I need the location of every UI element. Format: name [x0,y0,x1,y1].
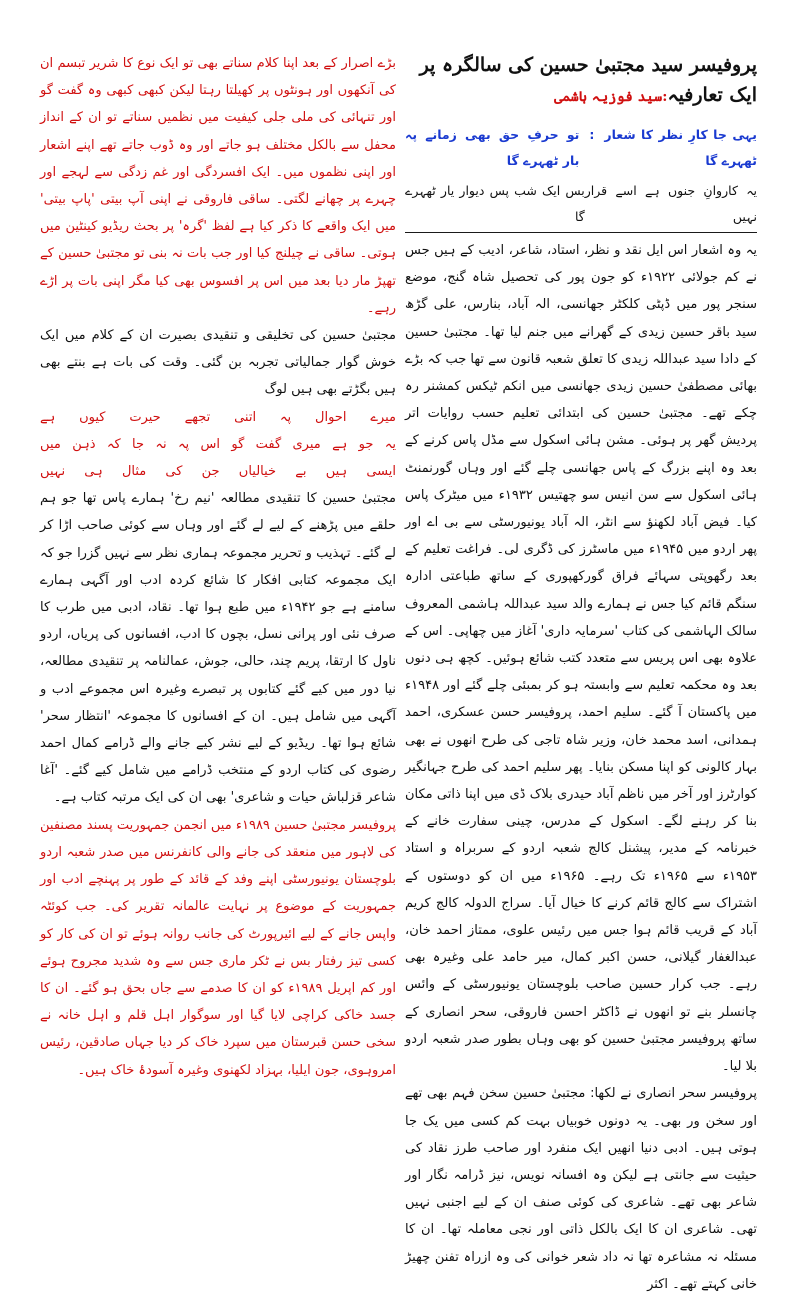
right-column [405,50,758,1292]
poem-word: اتنی [234,409,257,425]
poem-word: پہ [177,436,190,452]
verse-1-second-hemistich: تو حرفِ حق بھی زمانے پہ بار ٹھہرے گا [405,127,580,168]
verse-1-first-hemistich: یہی جا کارِ نظر کا شعار ٹھہرے گا [604,127,757,168]
poem-word: حیرت [129,409,161,425]
final-years-paragraph: پروفیسر مجتبیٰ حسین ۱۹۸۹ء میں انجمن جمہوریت پسند مصنفین کی لاہور میں منعقد کی جانے والی کانفرنس میں صدر شعبہ اردو بلوچستان یونیورسٹی اپنے وفد کے قائد کے طور پر پہنچے ادب اور جمہوریت کے موضوع پر نہایت عالمانہ تقریر کی۔ جب کوئٹہ واپس جانے کے لیے ائیرپورٹ کی جانب روانہ ہوئے تو ان کی کار کو کسی تیز رفتار بس نے ٹکر ماری جس سے وہ شدید مجروح ہوئے اور کم اپریل ۱۹۸۹ء کو ان کا صدمے سے جاں بحق ہو گئے۔ ان کا جسد خاکی کراچی لایا گیا اور سوگوار اہل قلم و اہل خانہ نے سخی حسن قبرستان میں سپرد خاک کر دیا جہاں صادقین، رئیس امروہوی، جون ایلیا، بہزاد لکھنوی وغیرہ آسودۂ خاک ہیں۔ [40,817,396,1078]
left-column [40,50,396,1080]
poem-word: جو [358,436,374,452]
poem-word: ہے [332,436,348,452]
poem-word: بے [295,464,307,480]
poem-word: جا [132,436,144,452]
opening-verse-1 [405,118,757,174]
poem-word: کی [165,464,183,480]
creative-insight-paragraph: مجتبیٰ حسین کی تخلیقی و تنقیدی بصیرت ان کے کلام میں ایک خوش گوار جمالیاتی تجربہ بن گئی۔ وقت کی بات ہے بنتے بھی ہیں بگڑتے بھی ہیں لوگ [40,328,396,398]
article-author: :سید فوزیہ ہاشمی [554,89,668,105]
poem-line-2 [40,431,396,458]
poem-word: ہے [40,409,56,425]
critical-works-paragraph: مجتبیٰ حسین کا تنقیدی مطالعہ 'نیم رخ' ہمارے پاس تھا جو ہم حلقے میں پڑھنے کے لیے لے گئے اور وہاں سے کوئی صاحب اڑا کر لے گئے۔ تہذیب و تحریر مجموعہ ہماری نظر سے نہیں گزرا جو کہ ایک مجموعہ کتابی افکار کا شائع کردہ ادب اور آگہی ہمارے سامنے ہے جو ۱۹۴۲ء میں طبع ہوا تھا۔ نقاد، ادبی میں طرب کا صرف نئی اور پرانی نسل، بچوں کا ادب، افسانوں کی پریاں، اردو ناول کا ارتقا، پریم چند، حالی، جوش، عمالنامہ پر تنقیدی مطالعہ، نیا دور میں کیے گئے کتابوں پر تبصرے وغیرہ اس مجموعے ادب و آگہی میں شامل ہیں۔ ان کے افسانوں کا مجموعہ 'انتظار سحر' شائع ہوا تھا۔ ریڈیو کے لیے نشر کیے جانے والے ڈرامے کمال احمد رضوی کی کتاب اردو کے منتخب ڈرامے میں شامل کیے گئے۔ 'آغا شاعر قزلباش حیات و شاعری' بھی ان کی ایک مرتبہ کتاب ہے۔ [40,491,396,806]
poem-line-1 [40,404,396,431]
verse-separator: : [589,127,595,142]
biography-paragraph: یہ وہ اشعار اس ایل نقد و نظر، استاد، شاعر، ادیب کے ہیں جس نے کم جولائی ۱۹۲۲ء کو جون پور کی تحصیل شاہ گنج، موضع سنجر پور میں ڈپٹی کلکٹر جھانسی، الہ آباد، بنارس، علی گڑھ سید باقر حسین زیدی کے گھرانے میں جنم لیا تھا۔ مجتبیٰ حسین کے دادا سید عبداللہ زیدی کا تعلق شعبہ قانون سے تھا جب کہ بڑے بھائی مصطفیٰ حسین زیدی جھانسی میں انکم ٹیکس کمشنر رہ چکے تھے۔ مجتبیٰ حسین کی ابتدائی تعلیم حسب روایات اتر پردیش گھر پر ہوئی۔ مشن ہائی اسکول سے مڈل پاس کرنے کے بعد وہ اپنے بزرگ کے پاس جھانسی چلے گئے اور وہاں گورنمنٹ ہائی اسکول سے سن انیس سو چھتیس ۱۹۳۲ء میں میٹرک پاس کیا۔ فیض آباد لکھنؤ سے انٹر، الہ آباد یونیورسٹی سے بی اے اور پھر اردو میں ۱۹۴۵ء میں ماسٹرز کی ڈگری لی۔ فراغت تعلیم کے بعد رگھوپتی سہائے فراق گورکھپوری کے ساتھ طباعتی ادارہ سنگم قائم کیا جس نے ہمارے والد سید عبداللہ ہاشمی المعروف سالک الہاشمی کی کتاب 'سرمایہ داری' آغاز میں چھاپی۔ اس کے علاوہ بھی اس پریس سے متعدد کتب شائع ہوئیں۔ کچھ ہی دنوں بعد وہ محکمہ تعلیم سے وابستہ ہو کر بمبئی چلے گئے اور ۱۹۴۸ء میں پاکستان آ گئے۔ سلیم احمد، پروفیسر حسن عسکری، احمد ہمدانی، اسد محمد خان، وزیر شاہ تاجی کی طرح انھوں نے بھی بہار کالونی کو اپنا مسکن بنایا۔ پھر سلیم احمد کی طرح جہانگیر کوارٹرز اور آخر میں ناظم آباد حیدری بلاک ڈی میں اپنا ذاتی مکان بنا کر رہنے لگے۔ اسکول کے مدرس، چینی سفارت خانے کے خبرنامہ کے مدیر، پیشنل کالج شعبہ اردو کے سربراہ و استاد ۱۹۵۳ء سے ۱۹۶۵ء تک رہے۔ ۱۹۶۵ء میں ان کو دوستوں کے اشتراک سے کالج قائم کرنے کا خیال آیا۔ سراج الدولہ کالج کریم آباد کے قریب قائم ہوا جس میں رئیس علوی، ممتاز احمد خان، عبدالغفار گیلانی، حسن اکبر کمال، میر حامد علی وغیرہ بھی رہے۔ جب کرار حسین صاحب بلوچستان یونیورسٹی کے وائس چانسلر بنے تو انھوں نے ڈاکٹر احسن فاروقی، سحر انصاری کے ساتھ پروفیسر مجتبیٰ حسین کو بھی وہاں بطور صدر شعبہ اردو بلا لیا۔ [405,243,758,1075]
poem-word: ہی [84,464,103,480]
poem-word: کیوں [79,409,106,425]
poem-word: ذہن [72,436,96,452]
poem-word: جن [201,464,220,480]
poem-word: خیالیاں [238,464,277,480]
poem-word: نہیں [40,464,66,480]
sahar-ansari-quote-paragraph: پروفیسر سحر انصاری نے لکھا: مجتبیٰ حسین سخن فہم بھی تھے اور سخن ور بھی۔ یہ دونوں خوبیاں بہت کم کسی میں یک جا ہوتی ہیں۔ ادبی دنیا انھیں ایک منفرد اور صاحب طرز نقاد کی حیثیت سے جانتی ہے لیکن وہ افسانہ نویس، نیز ڈرامہ نگار اور شاعر بھی تھے۔ شاعری کی کوئی صنف ان کے لیے اجنبی نہیں تھی۔ شاعری ان کا ایک بالکل ذاتی اور نجی معاملہ تھا۔ ان کا مسئلہ نہ مشاعرہ تھا نہ داد شعر خوانی کی وہ ازراہ تفنن چھیڑ خانی کہتے تھے۔ اکثر [405,1086,757,1292]
poem-word: اس [200,436,221,452]
verse-2-second-hemistich: بس ایک شب پس دیوار یار ٹھہرے گا [405,183,585,224]
poem-word: پہ [279,409,292,425]
article-title-text: پروفیسر سید مجتبیٰ حسین کی سالگرہ پر ایک تعارفیہ [419,54,757,106]
poem-word: احوال [315,409,347,425]
poem-word: نہ [155,436,167,452]
poem-word: کہ [106,436,121,452]
opening-verse-2 [405,174,757,233]
poem-word: ایسی [366,464,396,480]
poem-word: گفت [255,436,282,452]
poem-word: میرے [370,409,396,425]
poetry-recital-paragraph: بڑے اصرار کے بعد اپنا کلام سناتے بھی تو ایک نوع کا شریر تبسم ان کی آنکھوں اور ہونٹوں پر کھیلتا رہتا لیکن کبھی کبھی وہ گفت گو اور تنہائی کی ملی جلی کیفیت میں نظمیں سناتے تو ان کے انداز محفل سے بالکل مختلف ہو جاتے اور وہ ڈوب جاتے تھے اپنے اشعار اور اپنی نظموں میں۔ ایک افسردگی اور غم زدگی سے لہجے اور چہرے پر چھانے لگتی۔ ساقی فاروقی نے اپنی آپ بیتی 'پاپ بیتی' میں ایک واقعے کا ذکر کیا ہے لفظ 'گرہ' پر بحث ریڈیو کینٹین میں ہوتی۔ ساقی نے چیلنج کیا اور جب بات نہ بنی تو مجتبیٰ حسین کے تھپڑ مار دیا بعد میں اس پر افسوس بھی کیا مگر اپنی بات پر اڑے رہے۔ [40,56,396,316]
article-title [405,50,757,112]
poem-word: میری [292,436,321,452]
poem-word: یہ [384,436,396,452]
verse-2-first-hemistich: یہ کاروانِ جنوں ہے اسے قرار نہیں [584,183,757,224]
poem-word: تجھے [184,409,211,425]
poem-word: گو [231,436,245,452]
poem-word: ہیں [325,464,348,480]
poem-word: مثال [121,464,147,480]
poem-word: میں [40,436,61,452]
poem-line-3 [40,458,396,485]
